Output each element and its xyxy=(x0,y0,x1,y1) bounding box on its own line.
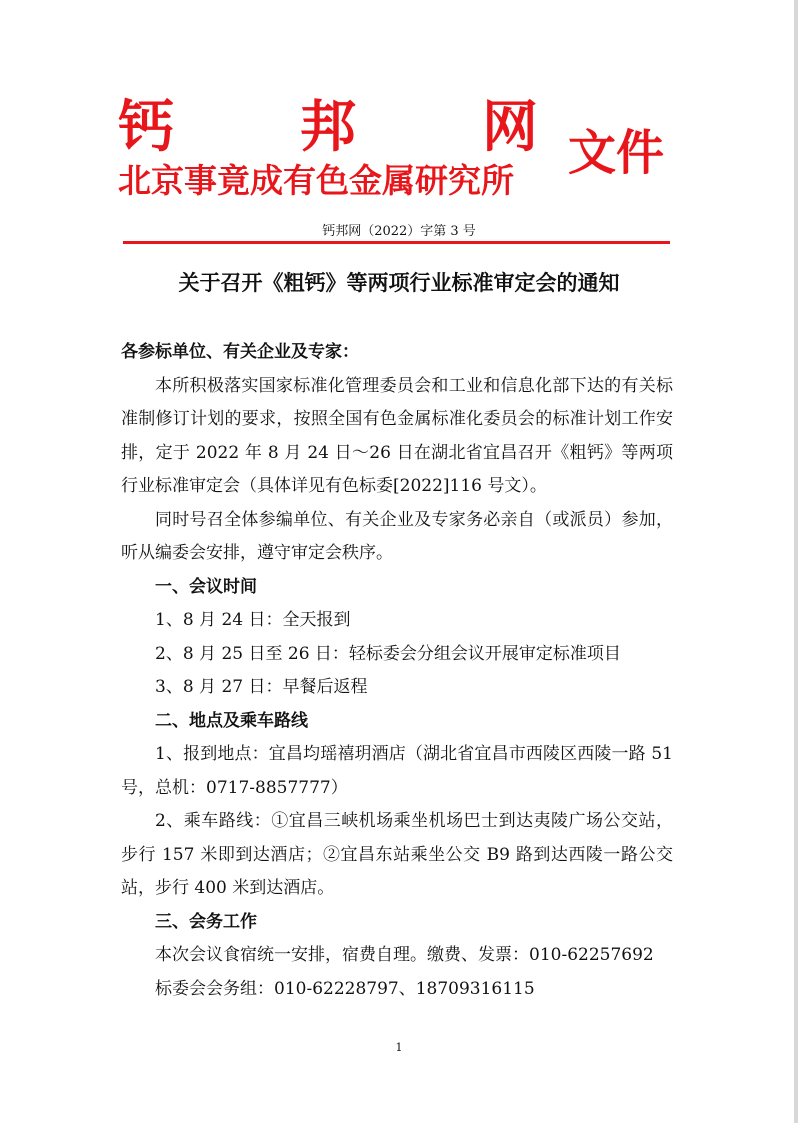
paragraph: 本所积极落实国家标准化管理委员会和工业和信息化部下达的有关标准制修订计划的要求，按照全国有色金属标准化委员会的标准计划工作安排，定于 2022 年 8 月 24 日～26 日在湖北省宜昌召开《粗钙》等两项行业标准审定会（具体详见有色标委[2022]116 号文）。 xyxy=(121,375,673,496)
paragraph: 同时号召全体参编单位、有关企业及专家务必亲自（或派员）参加，听从编委会安排，遵守审定会秩序。 xyxy=(121,509,673,563)
document-title: 关于召开《粗钙》等两项行业标准审定会的通知 xyxy=(178,271,620,295)
list-item: 标委会会务组：010-62228797、18709316115 xyxy=(155,978,535,999)
salutation: 各参标单位、有关企业及专家： xyxy=(121,342,359,362)
document-number: 钙邦网（2022）字第 3 号 xyxy=(322,224,476,239)
section-heading: 三、会务工作 xyxy=(155,911,257,932)
section-heading: 二、地点及乘车路线 xyxy=(155,710,308,731)
letterhead-name: 钙 邦 网 xyxy=(118,95,538,160)
page-edge-shadow xyxy=(794,0,798,1123)
red-divider-line xyxy=(123,241,670,244)
document-body xyxy=(121,336,673,1006)
section-heading: 一、会议时间 xyxy=(155,576,257,597)
letterhead-organization: 北京事竟成有色金属研究所 xyxy=(118,161,514,200)
list-item: 1、8 月 24 日：全天报到 xyxy=(155,610,351,630)
page-number: 1 xyxy=(395,1041,403,1054)
letterhead-file-label: 文件 xyxy=(568,125,665,181)
list-item: 1、报到地点：宜昌均瑶禧玥酒店（湖北省宜昌市西陵区西陵一路 51 号，总机：0717-8857777） xyxy=(121,744,673,798)
list-item: 2、乘车路线：①宜昌三峡机场乘坐机场巴士到达夷陵广场公交站，步行 157 米即到达酒店；②宜昌东站乘坐公交 B9 路到达西陵一路公交站，步行 400 米到达酒店。 xyxy=(121,811,673,898)
list-item: 2、8 月 25 日至 26 日：轻标委会分组会议开展审定标准项目 xyxy=(155,643,621,664)
list-item: 3、8 月 27 日：早餐后返程 xyxy=(155,677,368,697)
list-item: 本次会议食宿统一安排，宿费自理。缴费、发票：010-62257692 xyxy=(155,945,654,965)
